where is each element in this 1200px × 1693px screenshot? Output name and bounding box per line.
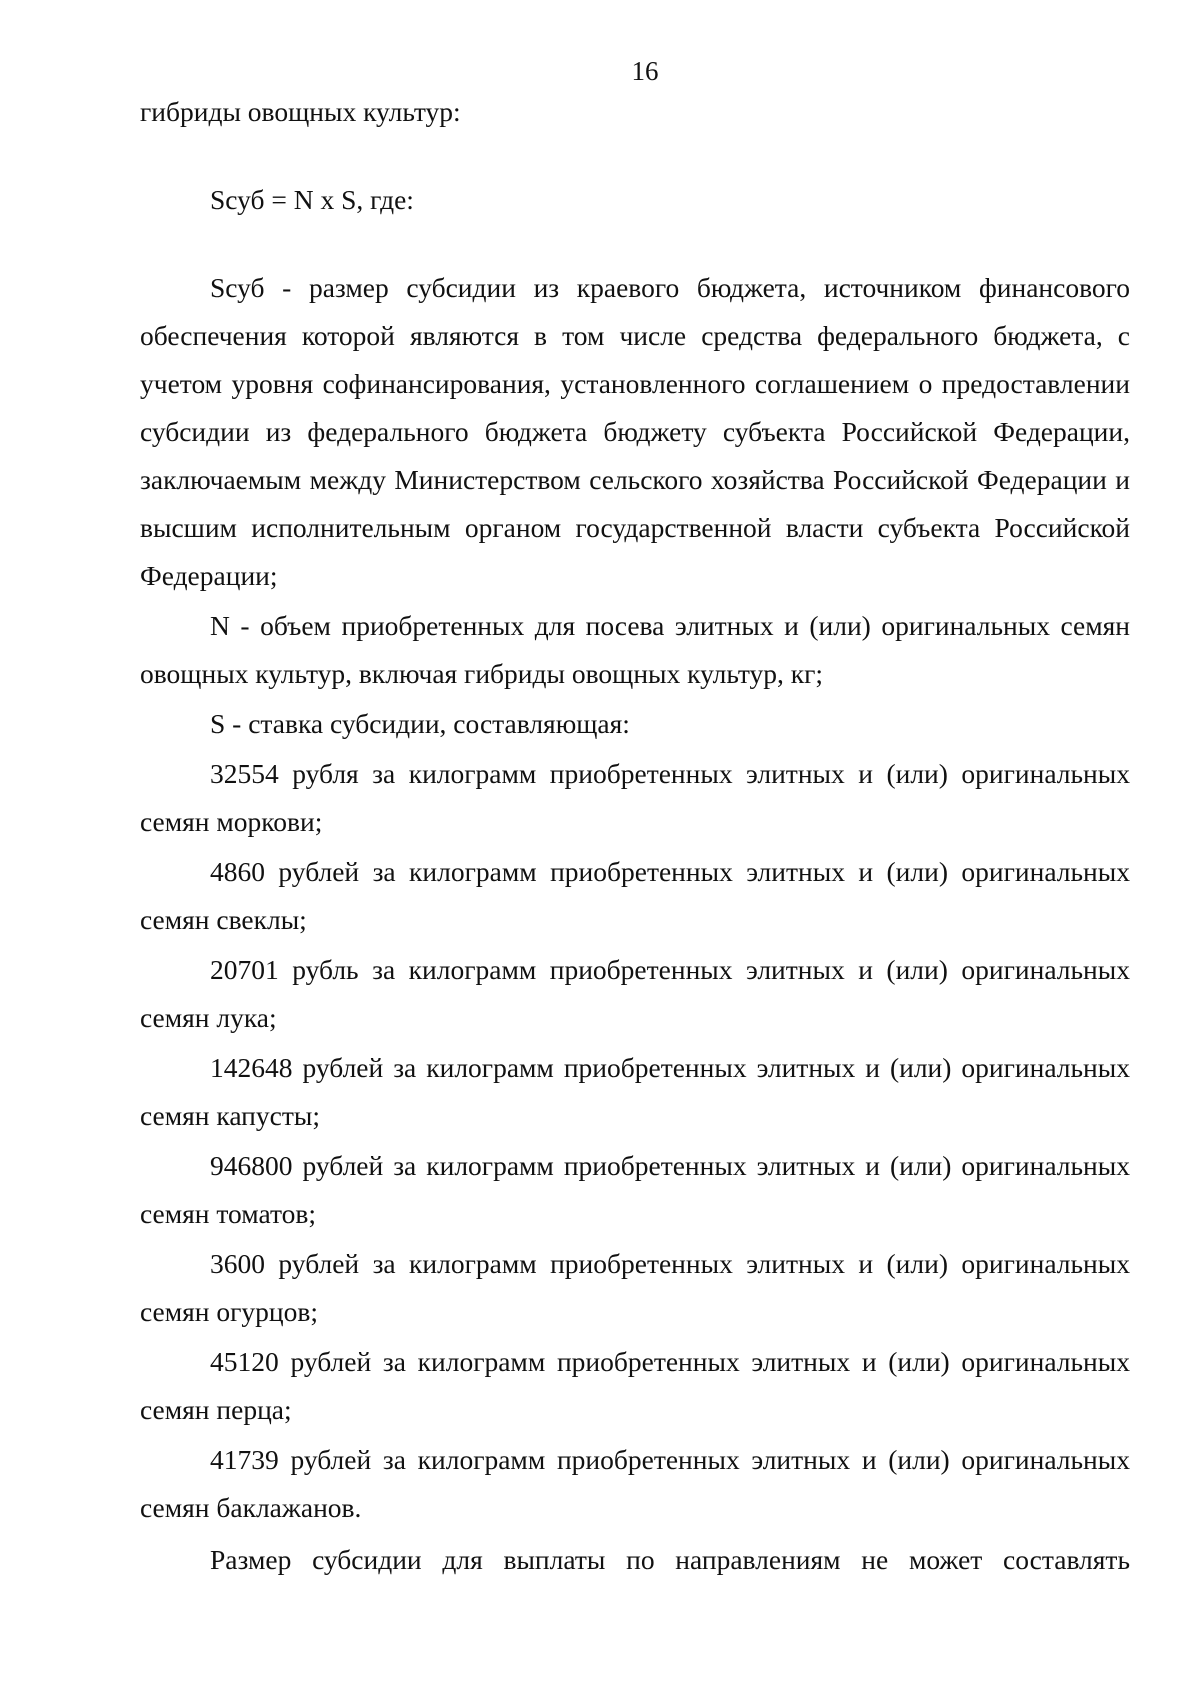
rate-item-tomato: 946800 рублей за килограмм приобретенных элитных и (или) оригинальных семян томатов; — [140, 1150, 1130, 1229]
paragraph-definition-n: N - объем приобретенных для посева элитных и (или) оригинальных семян овощных культур, включая гибриды овощных культур, кг; — [140, 610, 1130, 689]
rate-item-pepper: 45120 рублей за килограмм приобретенных элитных и (или) оригинальных семян перца; — [140, 1346, 1130, 1425]
rate-item-carrot: 32554 рубля за килограмм приобретенных элитных и (или) оригинальных семян моркови; — [140, 758, 1130, 837]
rate-item-beet: 4860 рублей за килограмм приобретенных элитных и (или) оригинальных семян свеклы; — [140, 856, 1130, 935]
formula-line: Sсуб = N x S, где: — [210, 184, 414, 215]
paragraph-continuation: гибриды овощных культур: — [140, 96, 461, 127]
paragraph-definition-ssub: Sсуб - размер субсидии из краевого бюджета, источником финансового обеспечения которой являются в том числе средства федерального бюджета, с учетом уровня софинансирования, установленного соглашением о предоставлении субсидии из федерального бюджета бюджету субъекта Российской Федерации, заключаемым между Министерством сельского хозяйства Российской Федерации и высшим исполнительным органом государственной власти субъекта Российской Федерации; — [140, 272, 1130, 591]
rate-item-eggplant: 41739 рублей за килограмм приобретенных элитных и (или) оригинальных семян баклажанов. — [140, 1444, 1130, 1523]
document-body — [140, 88, 1130, 1584]
rate-item-onion: 20701 рубль за килограмм приобретенных элитных и (или) оригинальных семян лука; — [140, 954, 1130, 1033]
rate-item-cabbage: 142648 рублей за килограмм приобретенных элитных и (или) оригинальных семян капусты; — [140, 1052, 1130, 1131]
rate-item-cucumber: 3600 рублей за килограмм приобретенных элитных и (или) оригинальных семян огурцов; — [140, 1248, 1130, 1327]
paragraph-definition-s: S - ставка субсидии, составляющая: — [210, 708, 630, 739]
paragraph-subsidy-limit: Размер субсидии для выплаты по направлениям не может составлять — [210, 1544, 1130, 1575]
page-number: 16 — [631, 56, 659, 86]
